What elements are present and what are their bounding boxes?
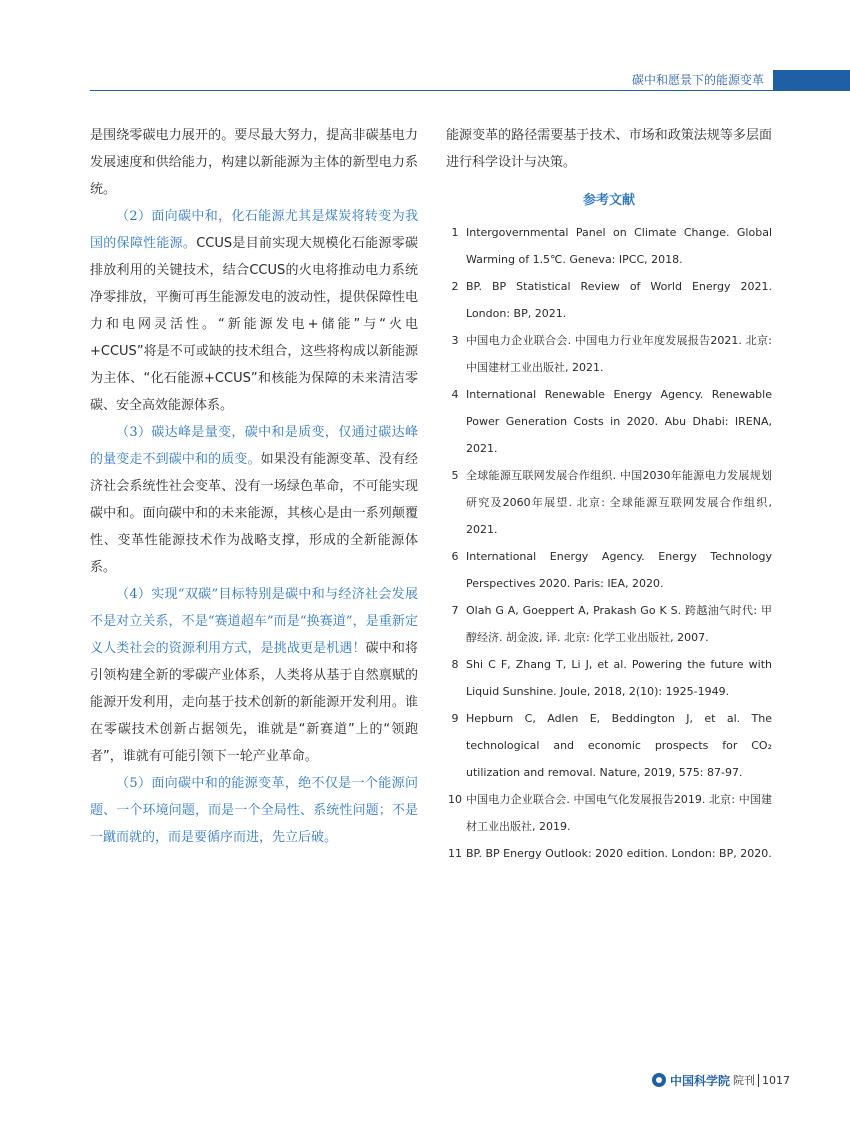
reference-item [446,840,772,867]
paragraph-2 [90,203,418,419]
paragraph-4 [90,581,418,770]
paragraph-3 [90,419,418,581]
footer-journal: 院刊 [733,1074,756,1087]
reference-item [446,543,772,597]
right-column [446,122,772,867]
reference-item [446,705,772,786]
reference-text: International Energy Agency. Energy Technology Perspectives 2020. Paris: IEA, 2020. [466,550,772,590]
paragraph-5 [90,770,418,851]
header-rule [90,90,850,91]
cas-logo-icon [652,1073,666,1087]
reference-item [446,462,772,543]
paragraph-2-body: CCUS是目前实现大规模化石能源零碳排放利用的关键技术，结合CCUS的火电将推动电力系统净零排放，平衡可再生能源发电的波动性，提供保障性电力和电网灵活性。“新能源发电+储能”与“火电+CCUS”将是不可或缺的技术组合，这些将构成以新能源为主体、“化石能源+CCUS”和核能为保障的未来清洁零碳、安全高效能源体系。 [90,236,418,413]
reference-item [446,381,772,462]
reference-item [446,273,772,327]
reference-number: 7 [451,604,459,617]
reference-item [446,651,772,705]
paragraph-1: 是围绕零碳电力展开的。要尽最大努力，提高非碳基电力发展速度和供给能力，构建以新能源为主体的新型电力系统。 [90,128,418,197]
reference-text: Intergovernmental Panel on Climate Change. Global Warming of 1.5℃. Geneva: IPCC, 2018. [466,226,772,266]
reference-item [446,597,772,651]
paragraph-3-heading: （3）碳达峰是量变，碳中和是质变，仅通过碳达峰的量变走不到碳中和的质变。 [90,425,418,467]
header-color-tab [773,70,850,90]
reference-list [446,219,772,867]
reference-text: 中国电力企业联合会. 中国电力行业年度发展报告2021. 北京: 中国建材工业出版社, 2021. [466,334,772,374]
reference-number: 5 [451,469,459,482]
reference-number: 4 [451,388,459,401]
page-number: 1017 [762,1073,791,1087]
left-column [90,122,418,851]
reference-text: BP. BP Energy Outlook: 2020 edition. London: BP, 2020. [466,847,772,860]
paragraph-5-heading: （5）面向碳中和的能源变革，绝不仅是一个能源问题、一个环境问题，而是一个全局性、系统性问题；不是一蹴而就的，而是要循序而进，先立后破。 [90,776,418,845]
reference-text: Olah G A, Goeppert A, Prakash Go K S. 跨越油气时代: 甲醇经济. 胡金波, 译. 北京: 化学工业出版社, 2007. [466,604,772,644]
reference-number: 11 [448,847,462,860]
reference-number: 2 [451,280,459,293]
paragraph-3-body: 如果没有能源变革、没有经济社会系统性社会变革、没有一场绿色革命，不可能实现碳中和。面向碳中和的未来能源，其核心是由一系列颠覆性、变革性能源技术作为战略支撑，形成的全新能源体系。 [90,452,418,575]
reference-number: 8 [451,658,459,671]
reference-number: 6 [451,550,459,563]
running-header-title: 碳中和愿景下的能源变革 [631,73,764,87]
reference-text: 全球能源互联网发展合作组织. 中国2030年能源电力发展规划研究及2060年展望. 北京: 全球能源互联网发展合作组织, 2021. [466,469,772,536]
reference-number: 10 [448,793,462,806]
paragraph-4-body: 碳中和将引领构建全新的零碳产业体系，人类将从基于自然禀赋的能源开发利用，走向基于技术创新的新能源开发利用。谁在零碳技术创新占据领先，谁就是“新赛道”上的“领跑者”，谁就有可能引领下一轮产业革命。 [90,641,418,764]
reference-text: Hepburn C, Adlen E, Beddington J, et al. The technological and economic prospects for CO₂ utilization and removal. Nature, 2019, 575: 87-97. [466,712,772,779]
reference-item [446,219,772,273]
paragraph-2-heading: （2）面向碳中和，化石能源尤其是煤炭将转变为我国的保障性能源。 [90,209,418,251]
footer-separator [758,1074,759,1087]
reference-number: 1 [451,226,459,239]
references-title: 参考文献 [582,193,635,208]
reference-text: Shi C F, Zhang T, Li J, et al. Powering the future with Liquid Sunshine. Joule, 2018, 2(10): 1925-1949. [466,658,772,698]
page-footer [652,1071,790,1089]
reference-text: International Renewable Energy Agency. Renewable Power Generation Costs in 2020. Abu Dhabi: IRENA, 2021. [466,388,772,455]
reference-number: 3 [451,334,459,347]
reference-item [446,786,772,840]
reference-item [446,327,772,381]
right-paragraph-1: 能源变革的路径需要基于技术、市场和政策法规等多层面进行科学设计与决策。 [446,128,772,170]
footer-brand: 中国科学院 [670,1073,731,1088]
paragraph-4-heading: （4）实现“双碳”目标特别是碳中和与经济社会发展不是对立关系，不是“赛道超车”而是“换赛道”，是重新定义人类社会的资源利用方式，是挑战更是机遇！ [90,587,418,656]
reference-text: 中国电力企业联合会. 中国电气化发展报告2019. 北京: 中国建材工业出版社, 2019. [466,793,772,833]
reference-text: BP. BP Statistical Review of World Energy 2021. London: BP, 2021. [466,280,772,320]
reference-number: 9 [451,712,459,725]
